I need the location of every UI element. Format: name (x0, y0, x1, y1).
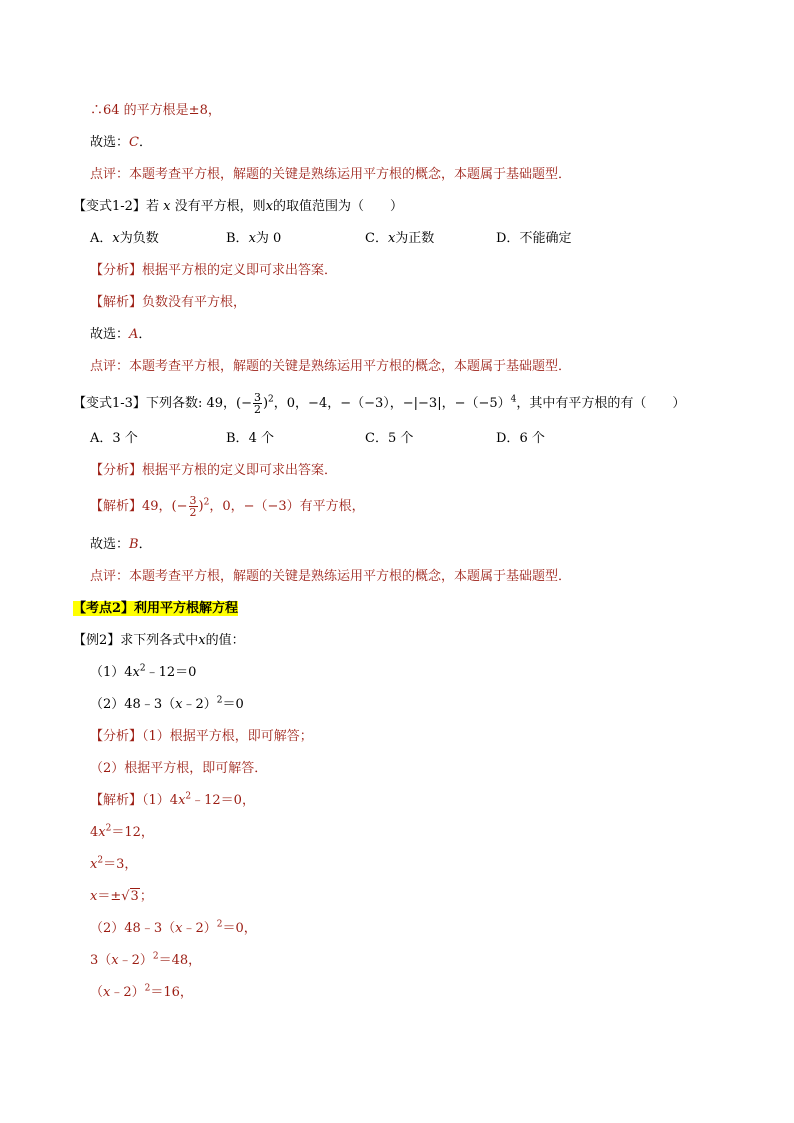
comment-text: 点评：本题考查平方根，解题的关键是熟练运用平方根的概念，本题属于基础题型． (90, 167, 572, 182)
question-1-3: 【变式1-3】下列各数: 49，(− $\frac{3}{2}$ )$^2$，0，−4，−（−3），−|−3|，$-(-5)^4$，其中有平方根的有（ ） (73, 391, 686, 416)
variable: x (163, 199, 171, 214)
keypoint-title (73, 600, 238, 618)
analysis-line-2: （2）根据平方根，即可解答． (90, 761, 268, 776)
option-a: A．3 个 (90, 431, 138, 446)
analysis-line (90, 462, 337, 480)
solution-step: x＝±√3； (90, 889, 153, 904)
conclusion-text: ∴64 的平方根是±8， (90, 103, 221, 118)
option-d: D．6 个 (496, 431, 545, 446)
option-b: B．4 个 (226, 431, 274, 446)
question-text: 下列各数: 49，(− (145, 396, 252, 411)
exponent: 2 (203, 497, 210, 508)
keypoint-title-text: 【考点2】利用平方根解方程 (73, 601, 239, 616)
analysis-line (90, 262, 337, 280)
fraction: $\frac{3}{2}$ (189, 494, 197, 519)
variable: x (198, 633, 206, 648)
solution-step: $x^2=3$， (90, 855, 138, 872)
choose-line: 故选：B． (90, 537, 152, 552)
question-text: 若 (145, 199, 159, 214)
solution-line (90, 294, 246, 312)
solution-text: 49，(− (142, 499, 188, 514)
solution-line: 【解析】$(1)4x^2﹣12=0$， (90, 791, 255, 808)
example-tag: 【例2】 (73, 633, 121, 648)
solution-text: 负数没有平方根， (142, 295, 247, 310)
comment-text: 点评：本题考查平方根，解题的关键是熟练运用平方根的概念，本题属于基础题型． (90, 569, 572, 584)
analysis-text: 根据平方根的定义即可求出答案． (142, 463, 338, 478)
exponent: 4 (510, 394, 517, 405)
choose-line: 故选：A． (90, 327, 152, 342)
choose-value: B (129, 537, 139, 552)
analysis-tag: 【分析】 (90, 263, 143, 278)
comment-text: 点评：本题考查平方根，解题的关键是熟练运用平方根的概念，本题属于基础题型． (90, 359, 572, 374)
analysis-text: 根据平方根的定义即可求出答案． (142, 263, 338, 278)
solution-text: ，0，−（−3）有平方根， (209, 499, 365, 514)
choose-value: C (129, 135, 139, 150)
solution-step: $4x^2=12$， (90, 823, 154, 840)
solution-line: 【解析】49，(− $\frac{3}{2}$ )$^2$，0，−（−3）有平方根， (90, 494, 365, 519)
analysis-tag: 【分析】 (90, 463, 143, 478)
option-a: A．x为负数 (90, 231, 159, 246)
choose-label: 故选： (90, 135, 130, 150)
fraction: $\frac{3}{2}$ (253, 391, 261, 416)
analysis-tag: 【分析】 (90, 729, 143, 744)
analysis-text: （1）根据平方根，即可解答； (142, 729, 313, 744)
variable: x (265, 199, 273, 214)
sqrt-symbol: √3 (121, 889, 139, 904)
solution-tag: 【解析】 (90, 499, 143, 514)
option-d: D．不能确定 (496, 231, 572, 246)
solution-step: 3（x﹣2）$^2$＝48， (90, 951, 202, 968)
options-row (90, 430, 690, 448)
analysis-line (90, 728, 313, 746)
question-tag: 【变式1-2】 (73, 199, 146, 214)
question-1-2 (73, 198, 403, 216)
equation-1: $(1)4x^2﹣12=0$ (90, 663, 197, 680)
example-2-question (73, 632, 245, 650)
choose-label: 故选： (90, 537, 130, 552)
solution-tag: 【解析】 (90, 295, 143, 310)
solution-step: （2）48﹣3（x﹣2）$^2$＝0， (90, 919, 257, 936)
question-text: ，0，−4，−（−3），−|−3|，−（−5） (273, 396, 511, 411)
question-tag: 【变式1-3】 (73, 396, 146, 411)
solution-tag: 【解析】 (90, 793, 143, 808)
question-text: 的值： (205, 633, 245, 648)
question-text: 求下列各式中 (120, 633, 199, 648)
solution-step: （x﹣2）$^2$＝16， (90, 983, 193, 1000)
choose-label: 故选： (90, 327, 130, 342)
options-row (90, 230, 690, 248)
option-c: C．5 个 (365, 431, 414, 446)
question-text: ，其中有平方根的有（ ） (516, 396, 686, 411)
equation-2: （2）48﹣3（x﹣2）$^2$＝0 (90, 695, 244, 712)
option-c: C．x为正数 (365, 231, 435, 246)
question-text: 没有平方根，则 (174, 199, 266, 214)
question-text: 的取值范围为（ ） (272, 199, 403, 214)
option-b: B．x为 0 (226, 231, 282, 246)
choose-line: 故选：C． (90, 135, 152, 150)
exponent: 2 (268, 394, 274, 405)
choose-value: A (129, 327, 139, 342)
